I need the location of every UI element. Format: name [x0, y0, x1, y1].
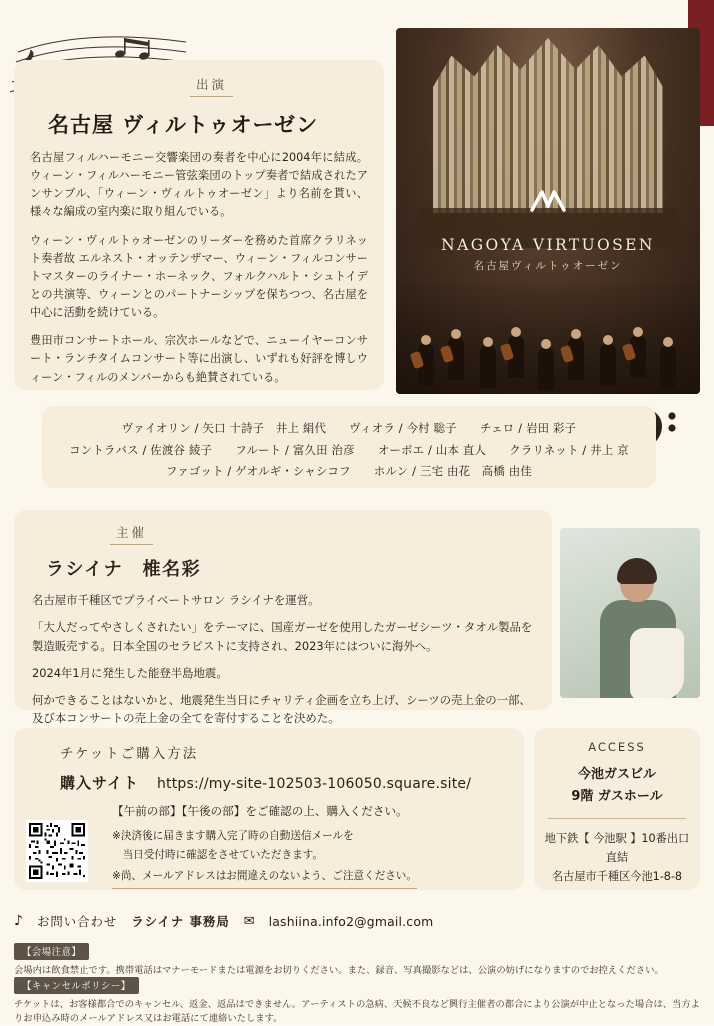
access-venue-line-1: 今池ガスビル — [542, 764, 692, 786]
access-detail-line-2: 名古屋市千種区今池1-8-8 — [542, 867, 692, 886]
organizer-photo — [560, 528, 700, 698]
footnote-venue — [14, 940, 700, 978]
contact-mail[interactable]: lashiina.info2@gmail.com — [269, 914, 434, 929]
performers-paragraph-1: 名古屋フィルハーモニー交響楽団の奏者を中心に2004年に結成。ウィーン・フィルハーモニー管弦楽団のトップ奏者で結成されたアンサンブル、「ウィーン・ヴィルトゥオーゼン」より名前を貰い、様々な編成の室内楽に取り組んでいる。 — [30, 149, 368, 222]
performers-card — [14, 60, 384, 390]
virtuosen-logo-icon — [526, 180, 570, 224]
ticket-note-main: 【午前の部】【午後の部】をご確認の上、購入ください。 — [112, 803, 508, 819]
access-detail-line-1: 地下鉄【 今池駅 】10番出口直結 — [542, 829, 692, 867]
performers-paragraph-2: ウィーン・ヴィルトゥオーゼンのリーダーを務めた首席クラリネット奏者故 エルネスト・オッテンザマー、ウィーン・フィルコンサートマスターのライナー・ホーネック、フォルクハルト・シュトイデとの共演等、ウィーンとのパートナーシップを保ちつつ、名古屋を中心に活動を続けている。 — [30, 232, 368, 323]
organizer-tag: 主催 — [110, 523, 153, 545]
ticket-heading: チケットご購入方法 — [60, 742, 508, 762]
footnote-cancel-policy — [14, 974, 700, 1026]
performers-tag: 出演 — [190, 75, 233, 97]
ticket-note-2: 当日受付時に確認をさせていただきます。 — [112, 846, 508, 865]
photo-logo-subtext: 名古屋ヴィルトゥオーゼン — [396, 258, 700, 273]
contact-org: ラシイナ 事務局 — [131, 912, 229, 930]
footnote-venue-text: 会場内は飲食禁止です。携帯電話はマナーモードまたは電源をお切りください。また、録音、写真撮影などは、公演の妨げになりますのでお控えください。 — [14, 964, 700, 978]
organizer-card — [14, 510, 552, 710]
ticket-note-1: ※決済後に届きます購入完了時の自動送信メールを — [112, 827, 508, 846]
organizer-paragraph-2: 「大人だってやさしくされたい」をテーマに、国産ガーゼを使用したガーゼシーツ・タオル製品を製造販売する。日本全国のセラピストに支持され、2023年にはついに海外へ。 — [32, 618, 534, 655]
members-card — [42, 406, 656, 488]
envelope-icon: ✉ — [244, 914, 255, 929]
members-row-2: コントラバス / 佐渡谷 綾子 フルート / 富久田 治彦 オーボエ / 山本 直人 クラリネット / 井上 京 — [60, 440, 638, 462]
members-row-3: ファゴット / ゲオルギ・シャシコフ ホルン / 三宅 由花 高橋 由佳 — [60, 461, 638, 483]
contact-label: お問い合わせ — [37, 912, 117, 930]
members-row-1: ヴァイオリン / 矢口 十詩子 井上 絹代 ヴィオラ / 今村 聡子 チェロ / 岩田 彩子 — [60, 418, 638, 440]
access-title: ACCESS — [542, 740, 692, 754]
photo-logo-text: NAGOYA VIRTUOSEN — [396, 236, 700, 254]
organizer-title: ラシイナ 椎名彩 — [46, 555, 534, 581]
music-note-icon: ♪ — [14, 913, 23, 929]
access-card — [534, 728, 700, 890]
ticket-card — [14, 728, 524, 890]
ensemble-photo — [396, 28, 700, 394]
access-venue-line-2: 9階 ガスホール — [542, 786, 692, 808]
ensemble-silhouette — [396, 284, 700, 394]
performers-paragraph-3: 豊田市コンサートホール、宗次ホールなどで、ニューイヤーコンサート・ランチタイムコンサート等に出演し、いずれも好評を博しウィーン・フィルのメンバーからも絶賛されている。 — [30, 332, 368, 386]
footnote-cancel-badge: 【キャンセルポリシー】 — [14, 977, 139, 994]
organizer-paragraph-4: 何かできることはないかと、地震発生当日にチャリティ企画を立ち上げ、シーツの売上金の一部、及び本コンサートの売上金の全てを寄付することを決めた。 — [32, 691, 534, 728]
ticket-note-3: ※尚、メールアドレスはお間違えのないよう、ご注意ください。 — [112, 867, 417, 889]
footnote-cancel-text: チケットは、お客様都合でのキャンセル、返金、返品はできません。アーティストの急病、天候不良など興行主催者の都合により公演が中止となった場合は、当方よりお申込み時のメールアドレス又はお電話にて連絡いたします。 — [14, 998, 700, 1026]
qr-code[interactable] — [26, 820, 88, 882]
access-divider — [548, 818, 686, 819]
performers-title: 名古屋 ヴィルトゥオーゼン — [48, 109, 368, 139]
organizer-paragraph-3: 2024年1月に発生した能登半島地震。 — [32, 664, 534, 682]
ticket-url[interactable]: https://my-site-102503-106050.square.site/ — [157, 776, 471, 792]
contact-row — [14, 908, 700, 934]
footnote-venue-badge: 【会場注意】 — [14, 943, 89, 960]
ticket-site-label: 購入サイト — [60, 772, 139, 793]
organizer-paragraph-1: 名古屋市千種区でプライベートサロン ラシイナを運営。 — [32, 591, 534, 609]
organizer-portrait — [586, 562, 682, 698]
